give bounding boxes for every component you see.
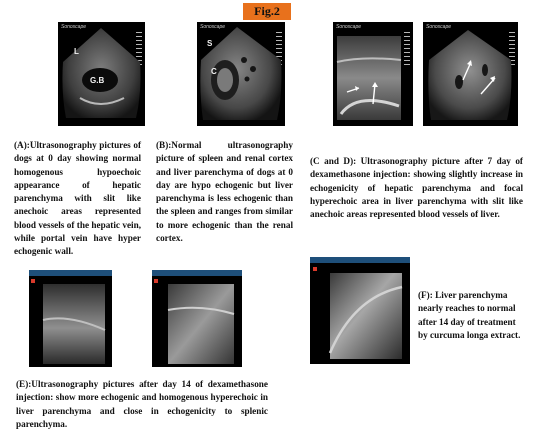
panel-b-label-s: S [207,39,213,48]
panel-b-brand: Sonoscape [200,24,226,30]
panel-c-image [333,22,413,126]
panel-f-image [310,257,410,364]
caption-a: (A):Ultrasonography pictures of dogs at 0 day showing normal homogenous hypoechoic appearance of hepatic parenchyma with slit like anechoic areas represented blood vessels of the hepatic vein, while portal vein have hyper echogenic wall. [14,140,141,257]
panel-b-label-c: C [211,67,217,76]
panel-b-image [197,22,285,126]
caption-cd: (C and D): Ultrasonography picture after 7 day of dexamethasone injection: showing slightly increase in echogenicity of hepatic parenchyma and focal hyperechoic area in liver parenchyma with slit like anechoic areas represented blood vessels of liver. [310,156,523,220]
panel-a-image [58,22,145,126]
ultrasound-panel-e1 [29,270,112,367]
ultrasound-panel-c [333,22,413,126]
ultrasound-panel-d [423,22,518,126]
ultrasound-panel-b [197,22,285,126]
panel-a-label-l: L [74,47,79,56]
panel-d-image [423,22,518,126]
panel-d-brand: Sonoscape [426,24,452,30]
ultrasound-panel-e2 [152,270,242,367]
panel-e1-image [29,270,112,367]
caption-b: (B):Normal ultrasonography picture of spleen and renal cortex and liver parenchyma of dogs at 0 day are hypo echogenic but liver parenchyma is less echogenic than the spleen and ranges from similar to more echogenic than the renal cortex. [156,140,293,244]
panel-a-label-gb: G.B [90,76,105,85]
ultrasound-panel-f [310,257,410,364]
panel-e2-image [152,270,242,367]
caption-f: (F): Liver parenchyma nearly reaches to normal after 14 day of treatment by curcuma longa extract. [418,290,521,340]
ultrasound-panel-a [58,22,145,126]
panel-a-brand: Sonoscape [61,24,87,30]
panel-c-brand: Sonoscape [336,24,362,30]
figure-label: Fig.2 [243,3,291,20]
caption-e: (E):Ultrasonography pictures after day 14 of dexamethasone injection: show more echogenic and homogenous hyperechoic in liver parenchyma and close in echogenicity to splenic parenchyma. [16,379,268,429]
